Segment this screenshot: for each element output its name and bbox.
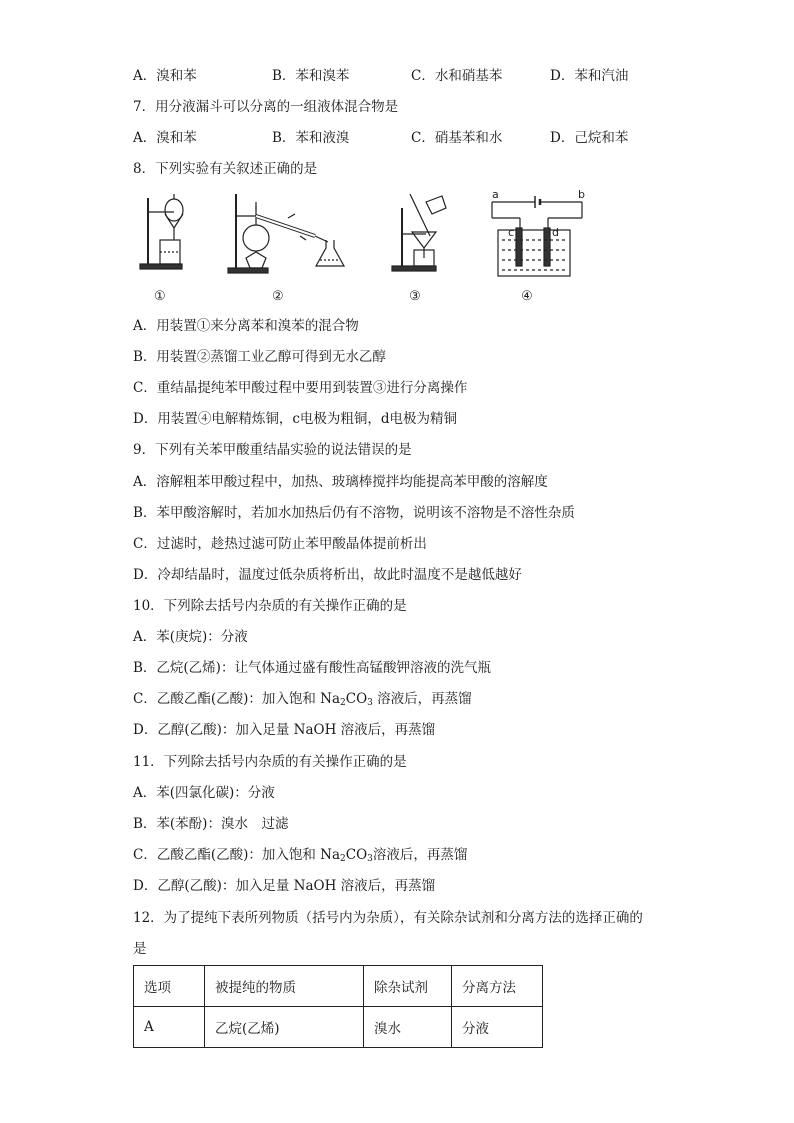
q11-option-c-sub1: 2 [340,854,346,864]
q11-option-c [133,846,467,868]
electrode-label-c: c [508,226,515,239]
apparatus-label-2: ② [272,289,284,304]
table-header-substance: 被提纯的物质 [205,966,364,1007]
q9-option-a: A．溶解粗苯甲酸过程中，加热、玻璃棒搅拌均能提高苯甲酸的溶解度 [133,474,548,490]
q11-stem: 11．下列除去括号内杂质的有关操作正确的是 [133,754,407,770]
q8-option-a: A．用装置①来分离苯和溴苯的混合物 [133,318,359,334]
apparatus-diagram [130,188,590,308]
q11-option-b: B．苯(苯酚)：溴水 过滤 [133,816,289,832]
q10-option-c-sub2: 3 [367,698,373,708]
q7-option-d: D．己烷和苯 [550,130,629,146]
table-header-option: 选项 [134,966,205,1007]
q8-stem: 8．下列实验有关叙述正确的是 [133,161,318,177]
q8-option-d: D．用装置④电解精炼铜，c电极为粗铜，d电极为精铜 [133,411,458,427]
q6-option-b: B．苯和溴苯 [272,68,350,84]
apparatus-label-3: ③ [409,289,421,304]
apparatus-label-4: ④ [521,289,533,304]
q7-stem: 7．用分液漏斗可以分离的一组液体混合物是 [133,99,399,115]
q11-option-a: A．苯(四氯化碳)：分液 [133,785,275,801]
q12-table [133,965,543,1048]
q8-option-c: C．重结晶提纯苯甲酸过程中要用到装置③进行分离操作 [133,380,468,396]
apparatus-2-distillation [228,194,344,273]
q10-option-c-pre: C．乙酸乙酯(乙酸)：加入饱和 Na [133,691,341,707]
q11-option-c-pre: C．乙酸乙酯(乙酸)：加入饱和 Na [133,847,341,863]
q10-option-c-post: 溶液后，再蒸馏 [372,691,472,707]
table-cell-method: 分液 [452,1007,543,1048]
q10-stem: 10．下列除去括号内杂质的有关操作正确的是 [133,598,407,614]
q10-option-c-sub1: 2 [340,698,346,708]
q10-option-a: A．苯(庚烷)：分液 [133,629,248,645]
q6-option-d: D．苯和汽油 [550,68,629,84]
q11-option-d: D．乙醇(乙酸)：加入足量 NaOH 溶液后，再蒸馏 [133,878,436,894]
q12-stem-line1: 12．为了提纯下表所列物质（括号内为杂质），有关除杂试剂和分离方法的选择正确的 [133,910,643,926]
q8-apparatus-figure [130,188,590,308]
electrode-label-a: a [492,188,499,201]
q12-stem-line2: 是 [133,941,147,957]
apparatus-3-filtration [392,194,446,271]
q7-options [133,129,689,147]
table-row [134,1007,543,1048]
apparatus-4-electrolysis-cell [492,196,582,276]
table-header-row [134,966,543,1007]
q7-option-c: C．硝基苯和水 [411,130,503,146]
q9-option-c: C．过滤时，趁热过滤可防止苯甲酸晶体提前析出 [133,536,427,552]
q11-option-c-mid: CO [345,847,368,863]
q8-option-b: B．用装置②蒸馏工业乙醇可得到无水乙醇 [133,349,386,365]
apparatus-1-separatory-funnel [140,194,183,269]
q10-option-d: D．乙醇(乙酸)：加入足量 NaOH 溶液后，再蒸馏 [133,722,436,738]
q9-option-b: B．苯甲酸溶解时，若加水加热后仍有不溶物，说明该不溶物是不溶性杂质 [133,505,575,521]
q6-options [133,67,689,85]
apparatus-label-1: ① [154,289,166,304]
table-cell-option: A [134,1007,205,1048]
q9-stem: 9．下列有关苯甲酸重结晶实验的说法错误的是 [133,442,412,458]
table-header-method: 分离方法 [452,966,543,1007]
table-cell-reagent: 溴水 [364,1007,452,1048]
q6-option-c: C．水和硝基苯 [411,68,503,84]
table-header-reagent: 除杂试剂 [364,966,452,1007]
q10-option-c-mid: CO [345,691,368,707]
q10-option-b: B．乙烷(乙烯)：让气体通过盛有酸性高锰酸钾溶液的洗气瓶 [133,660,491,676]
q11-option-c-post: 溶液后，再蒸馏 [372,847,468,863]
table-cell-substance: 乙烷(乙烯) [205,1007,364,1048]
electrode-label-b: b [578,188,585,201]
q6-option-a: A．溴和苯 [133,68,197,84]
electrode-label-d: d [552,226,559,239]
q7-option-a: A．溴和苯 [133,130,197,146]
q11-option-c-sub2: 3 [367,854,373,864]
q10-option-c [133,690,472,712]
q7-option-b: B．苯和液溴 [272,130,350,146]
q9-option-d: D．冷却结晶时，温度过低杂质将析出，故此时温度不是越低越好 [133,567,522,583]
